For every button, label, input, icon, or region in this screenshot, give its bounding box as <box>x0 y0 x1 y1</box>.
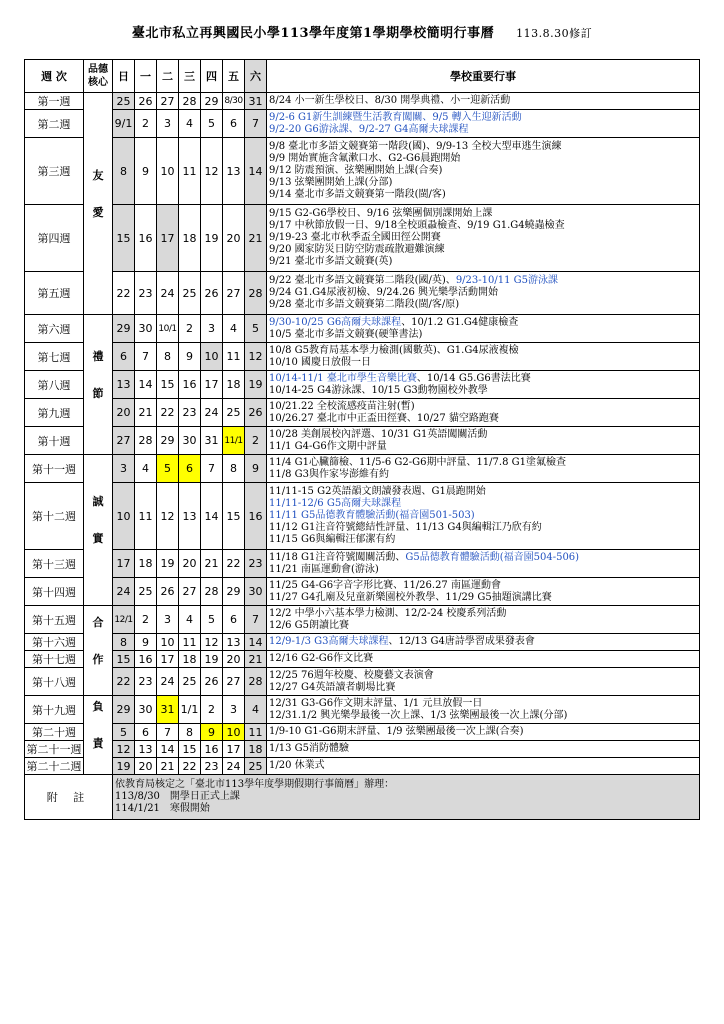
event-line: 10/14-25 G4游泳課、10/15 G3動物園校外教學 <box>269 384 488 396</box>
day-cell: 24 <box>157 272 179 315</box>
day-cell: 10 <box>223 724 245 741</box>
day-cell: 23 <box>135 668 157 696</box>
event-line: 11/4 G1心臟篩檢、11/5-6 G2-G6期中評量、11/7.8 G1塗氟檢查 <box>269 456 566 468</box>
day-cell: 11 <box>223 343 245 371</box>
events-cell <box>267 343 700 371</box>
day-cell: 21 <box>245 205 267 272</box>
event-line: 12/31 G3-G6作文期末評量、1/1 元旦放假一日 <box>269 697 483 709</box>
day-cell: 18 <box>135 550 157 578</box>
event-line: 9/14 臺北市多語文競賽第一階段(閩/客) <box>269 189 446 200</box>
day-cell: 10/1 <box>157 315 179 343</box>
day-cell: 4 <box>223 315 245 343</box>
week-row <box>25 550 700 578</box>
event-line: 11/18 G1注音符號闖關活動、G5品德教育體驗活動(福音園504-506) <box>269 551 580 563</box>
day-cell: 6 <box>135 724 157 741</box>
header-day-wed: 三 <box>179 60 201 93</box>
day-cell: 20 <box>223 651 245 668</box>
day-cell: 10 <box>157 634 179 651</box>
event-line: 11/8 G3與作家岑澎維有約 <box>269 468 389 480</box>
day-cell: 26 <box>245 399 267 427</box>
day-cell: 31 <box>245 93 267 110</box>
day-cell: 11 <box>135 483 157 550</box>
week-label: 第一週 <box>25 93 84 110</box>
header-day-tue: 二 <box>157 60 179 93</box>
day-cell: 14 <box>135 371 157 399</box>
event-line: 10/8 G5教育局基本學力檢測(國數英)、G1.G4尿液複檢 <box>269 344 519 356</box>
day-cell: 6 <box>179 455 201 483</box>
week-row <box>25 634 700 651</box>
day-cell: 11/1 <box>223 427 245 455</box>
event-line: 11/11 G5品德教育體驗活動(福音園501-503) <box>269 510 475 521</box>
week-label: 第七週 <box>25 343 84 371</box>
event-line: 9/30-10/25 G6高爾夫球課程、10/1.2 G1.G4健康檢查 <box>269 316 519 328</box>
day-cell: 28 <box>201 578 223 606</box>
day-cell: 6 <box>223 110 245 138</box>
week-row <box>25 427 700 455</box>
day-cell: 10 <box>113 483 135 550</box>
day-cell: 24 <box>157 668 179 696</box>
day-cell: 13 <box>223 138 245 205</box>
day-cell: 7 <box>157 724 179 741</box>
event-line: 12/6 G5朗讀比賽 <box>269 619 349 631</box>
day-cell: 12 <box>201 138 223 205</box>
header-week: 週 次 <box>25 60 84 93</box>
event-line: 9/28 臺北市多語文競賽第二階段(閩/客/原) <box>269 299 460 310</box>
day-cell: 24 <box>201 399 223 427</box>
day-cell: 29 <box>223 578 245 606</box>
week-row <box>25 483 700 550</box>
day-cell: 16 <box>245 483 267 550</box>
school-calendar-table <box>24 59 700 820</box>
day-cell: 18 <box>245 741 267 758</box>
event-line: 9/22 臺北市多語文競賽第二階段(國/英)、9/23-10/11 G5游泳課 <box>269 275 558 286</box>
day-cell: 14 <box>245 138 267 205</box>
day-cell: 13 <box>135 741 157 758</box>
day-cell: 9 <box>179 343 201 371</box>
event-line: 9/2-6 G1新生訓練暨生活教育闖關、9/5 轉入生迎新活動 <box>269 111 522 123</box>
day-cell: 20 <box>223 205 245 272</box>
week-label: 第四週 <box>25 205 84 272</box>
day-cell: 5 <box>245 315 267 343</box>
events-cell <box>267 696 700 724</box>
day-cell: 22 <box>179 758 201 775</box>
event-line: 11/21 南區運動會(游泳) <box>269 563 379 575</box>
week-label: 第二十二週 <box>25 758 84 775</box>
day-cell: 4 <box>179 606 201 634</box>
event-line: 9/2-20 G6游泳課、9/2-27 G4高爾夫球課程 <box>269 123 469 135</box>
day-cell: 15 <box>113 651 135 668</box>
day-cell: 28 <box>179 93 201 110</box>
notes-label: 附 註 <box>25 775 113 820</box>
week-label: 第十七週 <box>25 651 84 668</box>
events-cell <box>267 455 700 483</box>
day-cell: 7 <box>201 455 223 483</box>
day-cell: 18 <box>223 371 245 399</box>
notes-row <box>25 775 700 820</box>
day-cell: 3 <box>201 315 223 343</box>
day-cell: 30 <box>135 696 157 724</box>
event-line: 1/20 休業式 <box>269 760 325 771</box>
day-cell: 22 <box>113 272 135 315</box>
week-row <box>25 651 700 668</box>
day-cell: 13 <box>113 371 135 399</box>
events-cell <box>267 724 700 741</box>
day-cell: 13 <box>223 634 245 651</box>
events-cell <box>267 606 700 634</box>
events-cell <box>267 371 700 399</box>
day-cell: 9 <box>245 455 267 483</box>
day-cell: 28 <box>245 668 267 696</box>
week-label: 第二十週 <box>25 724 84 741</box>
event-line: 12/9-1/3 G3高爾夫球課程、12/13 G4唐詩學習成果發表會 <box>269 636 535 647</box>
day-cell: 22 <box>157 399 179 427</box>
day-cell: 27 <box>223 272 245 315</box>
day-cell: 12 <box>113 741 135 758</box>
event-line: 11/12 G1注音符號總結性評量、11/13 G4與編輯江乃欣有約 <box>269 522 542 533</box>
events-cell <box>267 205 700 272</box>
week-row <box>25 455 700 483</box>
event-line: 12/25 76週年校慶、校慶藝文表演會 <box>269 669 434 681</box>
day-cell: 12/1 <box>113 606 135 634</box>
day-cell: 21 <box>201 550 223 578</box>
week-label: 第十一週 <box>25 455 84 483</box>
day-cell: 26 <box>135 93 157 110</box>
day-cell: 4 <box>179 110 201 138</box>
event-line: 10/26.27 臺北市中正盃田徑賽、10/27 貓空路跑賽 <box>269 412 499 424</box>
event-line: 8/24 小一新生學校日、8/30 開學典禮、小一迎新活動 <box>269 95 511 106</box>
day-cell: 8 <box>113 138 135 205</box>
events-cell <box>267 578 700 606</box>
day-cell: 19 <box>157 550 179 578</box>
day-cell: 2 <box>245 427 267 455</box>
week-label: 第十九週 <box>25 696 84 724</box>
day-cell: 7 <box>245 110 267 138</box>
week-row <box>25 696 700 724</box>
day-cell: 21 <box>135 399 157 427</box>
revision-date: 113.8.30修訂 <box>516 27 593 40</box>
day-cell: 22 <box>113 668 135 696</box>
event-line: 9/12 防震預演、弦樂團開始上課(合奏) <box>269 165 443 176</box>
day-cell: 15 <box>179 741 201 758</box>
notes-line: 依教育局核定之「臺北市113學年度學期假期行事簡曆」辦理： <box>115 779 395 790</box>
day-cell: 29 <box>113 696 135 724</box>
events-cell <box>267 272 700 315</box>
header-events: 學校重要行事 <box>267 60 700 93</box>
day-cell: 14 <box>201 483 223 550</box>
day-cell: 9 <box>135 138 157 205</box>
quality-core: 禮 節 <box>84 315 113 455</box>
day-cell: 5 <box>113 724 135 741</box>
day-cell: 7 <box>245 606 267 634</box>
day-cell: 31 <box>157 696 179 724</box>
day-cell: 10 <box>157 138 179 205</box>
header-quality: 品德 核心 <box>84 60 113 93</box>
events-cell <box>267 741 700 758</box>
notes-content <box>113 775 700 820</box>
day-cell: 27 <box>179 578 201 606</box>
event-line: 11/15 G6與編輯汪郁潔有約 <box>269 534 396 545</box>
event-line: 9/8 臺北市多語文競賽第一階段(國)、9/9-13 全校大型車逃生演練 <box>269 141 562 152</box>
day-cell: 3 <box>157 606 179 634</box>
header-day-fri: 五 <box>223 60 245 93</box>
day-cell: 15 <box>223 483 245 550</box>
event-line: 12/16 G2-G6作文比賽 <box>269 653 374 664</box>
week-row <box>25 138 700 205</box>
day-cell: 25 <box>245 758 267 775</box>
week-row <box>25 668 700 696</box>
day-cell: 27 <box>113 427 135 455</box>
day-cell: 19 <box>201 205 223 272</box>
events-cell <box>267 651 700 668</box>
event-line: 9/17 中秋節放假一日、9/18全校頭蝨檢查、9/19 G1.G4蟯蟲檢查 <box>269 220 565 231</box>
day-cell: 26 <box>201 668 223 696</box>
week-row <box>25 606 700 634</box>
day-cell: 8 <box>113 634 135 651</box>
day-cell: 25 <box>223 399 245 427</box>
day-cell: 9 <box>201 724 223 741</box>
day-cell: 9/1 <box>113 110 135 138</box>
page-title <box>0 22 724 41</box>
event-line: 9/15 G2-G6學校日、9/16 弦樂團個別課開始上課 <box>269 208 493 219</box>
day-cell: 2 <box>135 110 157 138</box>
day-cell: 19 <box>201 651 223 668</box>
day-cell: 18 <box>179 205 201 272</box>
day-cell: 28 <box>135 427 157 455</box>
event-line: 9/21 臺北市多語文競賽(英) <box>269 256 393 267</box>
day-cell: 12 <box>157 483 179 550</box>
day-cell: 14 <box>245 634 267 651</box>
event-line: 11/27 G4孔廟及兒童新樂園校外教學、11/29 G5抽題演講比賽 <box>269 591 552 603</box>
day-cell: 3 <box>113 455 135 483</box>
events-cell <box>267 483 700 550</box>
week-row <box>25 741 700 758</box>
header-day-sat: 六 <box>245 60 267 93</box>
day-cell: 20 <box>113 399 135 427</box>
event-line: 10/21.22 全校流感疫苗注射(暫) <box>269 400 415 412</box>
event-line: 10/14-11/1 臺北市學生音樂比賽、10/14 G5.G6書法比賽 <box>269 372 531 384</box>
day-cell: 22 <box>223 550 245 578</box>
day-cell: 17 <box>223 741 245 758</box>
quality-core: 負 責 <box>84 696 113 775</box>
event-line: 12/27 G4英語讀者劇場比賽 <box>269 681 396 693</box>
day-cell: 7 <box>135 343 157 371</box>
day-cell: 30 <box>179 427 201 455</box>
week-row <box>25 724 700 741</box>
day-cell: 8 <box>223 455 245 483</box>
day-cell: 20 <box>179 550 201 578</box>
day-cell: 29 <box>157 427 179 455</box>
week-row <box>25 578 700 606</box>
event-line: 11/11-15 G2英語韻文朗讀發表週、G1晨跑開始 <box>269 486 486 497</box>
day-cell: 21 <box>157 758 179 775</box>
week-row <box>25 315 700 343</box>
day-cell: 8/30 <box>223 93 245 110</box>
event-line: 12/2 中學小六基本學力檢測、12/2-24 校慶系列活動 <box>269 607 507 619</box>
day-cell: 19 <box>113 758 135 775</box>
week-row <box>25 399 700 427</box>
day-cell: 11 <box>245 724 267 741</box>
events-cell <box>267 550 700 578</box>
day-cell: 15 <box>157 371 179 399</box>
header-day-sun: 日 <box>113 60 135 93</box>
day-cell: 1/1 <box>179 696 201 724</box>
events-cell <box>267 634 700 651</box>
day-cell: 10 <box>201 343 223 371</box>
day-cell: 25 <box>135 578 157 606</box>
week-row <box>25 371 700 399</box>
day-cell: 5 <box>201 110 223 138</box>
header-day-mon: 一 <box>135 60 157 93</box>
events-cell <box>267 427 700 455</box>
event-line: 9/9 開始實施含氟漱口水、G2-G6晨跑開始 <box>269 153 461 164</box>
day-cell: 5 <box>157 455 179 483</box>
day-cell: 27 <box>157 93 179 110</box>
title-text: 臺北市私立再興國民小學113學年度第1學期學校簡明行事曆 <box>131 26 495 41</box>
day-cell: 17 <box>201 371 223 399</box>
day-cell: 2 <box>201 696 223 724</box>
day-cell: 29 <box>201 93 223 110</box>
day-cell: 8 <box>157 343 179 371</box>
event-line: 1/9-10 G1-G6期末評量、1/9 弦樂團最後一次上課(合奏) <box>269 726 524 737</box>
week-label: 第十四週 <box>25 578 84 606</box>
week-label: 第十二週 <box>25 483 84 550</box>
week-label: 第二週 <box>25 110 84 138</box>
events-cell <box>267 399 700 427</box>
day-cell: 3 <box>223 696 245 724</box>
day-cell: 13 <box>179 483 201 550</box>
day-cell: 25 <box>179 272 201 315</box>
events-cell <box>267 758 700 775</box>
week-label: 第二十一週 <box>25 741 84 758</box>
day-cell: 23 <box>179 399 201 427</box>
events-cell <box>267 315 700 343</box>
week-label: 第十三週 <box>25 550 84 578</box>
events-cell <box>267 110 700 138</box>
week-label: 第十六週 <box>25 634 84 651</box>
week-row <box>25 110 700 138</box>
day-cell: 25 <box>179 668 201 696</box>
day-cell: 12 <box>201 634 223 651</box>
day-cell: 19 <box>245 371 267 399</box>
day-cell: 30 <box>245 578 267 606</box>
day-cell: 23 <box>245 550 267 578</box>
day-cell: 24 <box>223 758 245 775</box>
day-cell: 4 <box>135 455 157 483</box>
event-line: 1/13 G5消防體驗 <box>269 743 349 754</box>
event-line: 10/5 臺北市多語文競賽(硬筆書法) <box>269 328 423 340</box>
day-cell: 4 <box>245 696 267 724</box>
day-cell: 3 <box>157 110 179 138</box>
day-cell: 9 <box>135 634 157 651</box>
day-cell: 5 <box>201 606 223 634</box>
event-line: 9/19-23 臺北市秋季盃全國田徑公開賽 <box>269 232 441 243</box>
events-cell <box>267 138 700 205</box>
day-cell: 29 <box>113 315 135 343</box>
day-cell: 2 <box>135 606 157 634</box>
week-label: 第十週 <box>25 427 84 455</box>
event-line: 10/28 美創展校內評選、10/31 G1英語闖關活動 <box>269 428 488 440</box>
quality-core: 誠 實 <box>84 455 113 606</box>
day-cell: 6 <box>223 606 245 634</box>
day-cell: 23 <box>201 758 223 775</box>
day-cell: 16 <box>201 741 223 758</box>
week-label: 第五週 <box>25 272 84 315</box>
event-line: 11/25 G4-G6字音字形比賽、11/26.27 南區運動會 <box>269 579 501 591</box>
event-line: 11/1 G4-G6作文期中評量 <box>269 440 387 452</box>
day-cell: 14 <box>157 741 179 758</box>
notes-line: 114/1/21 寒假開始 <box>115 803 210 814</box>
header-row <box>25 60 700 93</box>
week-label: 第六週 <box>25 315 84 343</box>
event-line: 9/13 弦樂團開始上課(分部) <box>269 177 393 188</box>
day-cell: 6 <box>113 343 135 371</box>
day-cell: 11 <box>179 634 201 651</box>
day-cell: 20 <box>135 758 157 775</box>
day-cell: 2 <box>179 315 201 343</box>
day-cell: 8 <box>179 724 201 741</box>
week-label: 第九週 <box>25 399 84 427</box>
day-cell: 31 <box>201 427 223 455</box>
day-cell: 18 <box>179 651 201 668</box>
week-label: 第十八週 <box>25 668 84 696</box>
week-label: 第三週 <box>25 138 84 205</box>
day-cell: 17 <box>157 651 179 668</box>
week-row <box>25 343 700 371</box>
header-day-thu: 四 <box>201 60 223 93</box>
week-row <box>25 205 700 272</box>
event-line: 9/24 G1.G4尿液初檢、9/24.26 興光樂學活動開始 <box>269 287 499 298</box>
day-cell: 24 <box>113 578 135 606</box>
week-label: 第十五週 <box>25 606 84 634</box>
week-row <box>25 758 700 775</box>
day-cell: 16 <box>135 651 157 668</box>
day-cell: 26 <box>201 272 223 315</box>
event-line: 9/20 國家防災日防空防震疏散避難演練 <box>269 244 445 255</box>
day-cell: 28 <box>245 272 267 315</box>
events-cell <box>267 93 700 110</box>
week-row <box>25 93 700 110</box>
events-cell <box>267 668 700 696</box>
event-line: 10/10 國慶日放假一日 <box>269 356 371 368</box>
day-cell: 26 <box>157 578 179 606</box>
day-cell: 17 <box>113 550 135 578</box>
week-row <box>25 272 700 315</box>
event-line: 11/11-12/6 G5高爾夫球課程 <box>269 498 402 509</box>
day-cell: 11 <box>179 138 201 205</box>
quality-core: 友 愛 <box>84 93 113 315</box>
week-label: 第八週 <box>25 371 84 399</box>
day-cell: 27 <box>223 668 245 696</box>
day-cell: 25 <box>113 93 135 110</box>
day-cell: 15 <box>113 205 135 272</box>
day-cell: 30 <box>135 315 157 343</box>
quality-core: 合 作 <box>84 606 113 696</box>
notes-line: 113/8/30 開學日正式上課 <box>115 791 240 802</box>
day-cell: 23 <box>135 272 157 315</box>
day-cell: 12 <box>245 343 267 371</box>
day-cell: 21 <box>245 651 267 668</box>
day-cell: 16 <box>179 371 201 399</box>
day-cell: 17 <box>157 205 179 272</box>
day-cell: 16 <box>135 205 157 272</box>
event-line: 12/31.1/2 興光樂學最後一次上課、1/3 弦樂團最後一次上課(分部) <box>269 709 568 721</box>
